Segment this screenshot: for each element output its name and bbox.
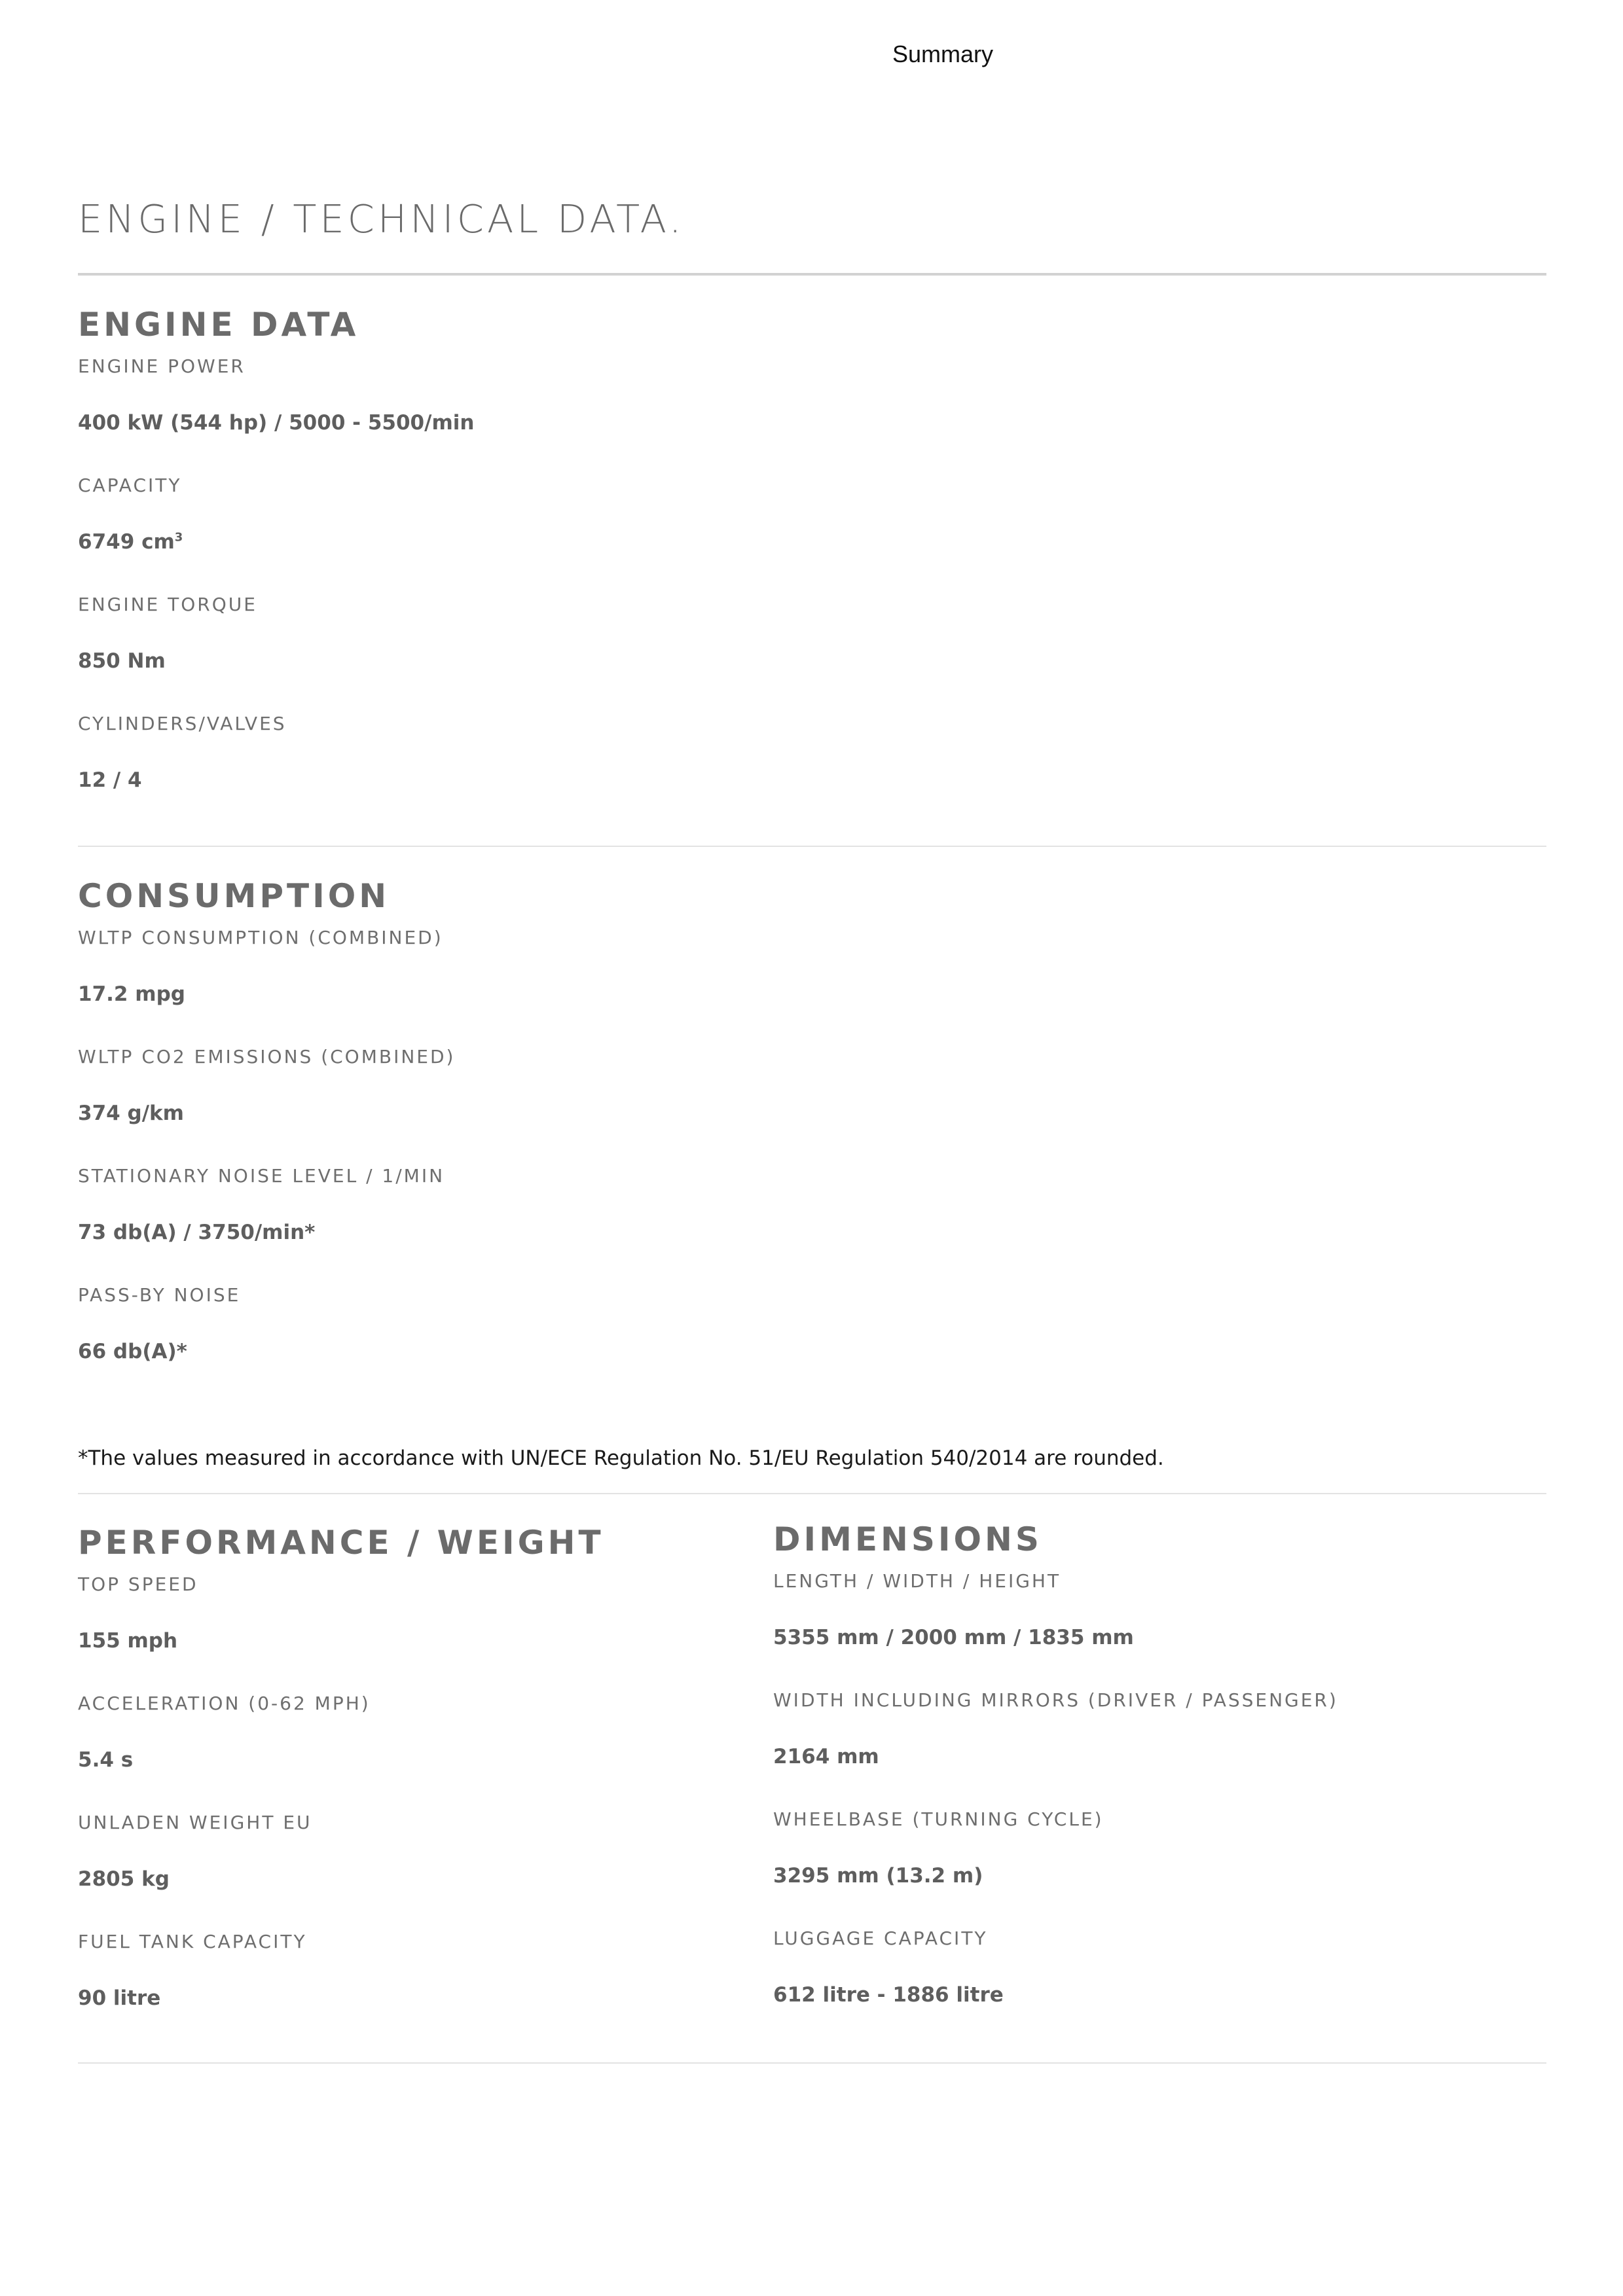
spec-value: 12 / 4 bbox=[78, 768, 142, 792]
spec-value: 2805 kg bbox=[78, 1867, 170, 1891]
footnote: *The values measured in accordance with UN/ECE Regulation No. 51/EU Regulation 540/2014 are rounded. bbox=[78, 1446, 1164, 1470]
spec-wheelbase bbox=[773, 1806, 1338, 1926]
spec-value: 3295 mm (13.2 m) bbox=[773, 1864, 983, 1888]
section-divider bbox=[78, 1493, 1546, 1494]
spec-engine-power bbox=[78, 353, 474, 473]
spec-label: TOP SPEED bbox=[78, 1573, 198, 1595]
spec-wltp-co2 bbox=[78, 1044, 455, 1163]
spec-value: 90 litre bbox=[78, 1986, 161, 2010]
spec-top-speed bbox=[78, 1571, 604, 1691]
spec-label: UNLADEN WEIGHT EU bbox=[78, 1812, 312, 1833]
spec-label: ENGINE TORQUE bbox=[78, 594, 257, 615]
spec-label: LUGGAGE CAPACITY bbox=[773, 1928, 988, 1949]
spec-value: 612 litre - 1886 litre bbox=[773, 1983, 1004, 2007]
section-engine-data bbox=[78, 305, 474, 830]
spec-value: 155 mph bbox=[78, 1629, 178, 1653]
section-divider bbox=[78, 846, 1546, 847]
spec-capacity bbox=[78, 473, 474, 592]
page-title: ENGINE / TECHNICAL DATA. bbox=[78, 196, 685, 242]
spec-label: WLTP CONSUMPTION (COMBINED) bbox=[78, 927, 443, 948]
spec-label: STATIONARY NOISE LEVEL / 1/MIN bbox=[78, 1165, 445, 1187]
superscript: 3 bbox=[174, 530, 183, 545]
header-summary: Summary bbox=[892, 41, 994, 67]
spec-label: CAPACITY bbox=[78, 475, 182, 496]
spec-value: 17.2 mpg bbox=[78, 982, 185, 1006]
section-consumption bbox=[78, 876, 455, 1401]
spec-value: 73 db(A) / 3750/min* bbox=[78, 1221, 316, 1244]
spec-label: WLTP CO2 EMISSIONS (COMBINED) bbox=[78, 1046, 456, 1067]
spec-label: PASS-BY NOISE bbox=[78, 1284, 241, 1306]
spec-length-width-height bbox=[773, 1568, 1338, 1687]
spec-label: WHEELBASE (TURNING CYCLE) bbox=[773, 1808, 1104, 1830]
section-dimensions bbox=[773, 1520, 1338, 2045]
spec-value: 850 Nm bbox=[78, 649, 166, 673]
section-title-dimensions: DIMENSIONS bbox=[773, 1520, 1042, 1558]
section-performance-weight bbox=[78, 1523, 604, 2048]
section-divider bbox=[78, 2062, 1546, 2064]
section-title-consumption: CONSUMPTION bbox=[78, 877, 390, 915]
spec-value: 400 kW (544 hp) / 5000 - 5500/min bbox=[78, 411, 475, 435]
spec-value: 374 g/km bbox=[78, 1102, 184, 1125]
section-title-engine-data: ENGINE DATA bbox=[78, 306, 359, 344]
spec-stationary-noise bbox=[78, 1163, 455, 1282]
spec-label: ACCELERATION (0-62 MPH) bbox=[78, 1693, 371, 1714]
spec-acceleration bbox=[78, 1691, 604, 1810]
spec-unladen-weight bbox=[78, 1810, 604, 1929]
spec-value-text: 6749 cm bbox=[78, 530, 175, 554]
spec-cylinders-valves bbox=[78, 711, 474, 830]
spec-width-mirrors bbox=[773, 1687, 1338, 1806]
spec-value: 5.4 s bbox=[78, 1748, 134, 1772]
spec-luggage-capacity bbox=[773, 1926, 1338, 2045]
spec-label: CYLINDERS/VALVES bbox=[78, 713, 287, 734]
spec-label: FUEL TANK CAPACITY bbox=[78, 1931, 307, 1952]
spec-value bbox=[78, 529, 474, 555]
spec-wltp-consumption bbox=[78, 925, 455, 1044]
spec-pass-by-noise bbox=[78, 1282, 455, 1401]
spec-engine-torque bbox=[78, 592, 474, 711]
spec-value: 5355 mm / 2000 mm / 1835 mm bbox=[773, 1626, 1134, 1649]
spec-label: WIDTH INCLUDING MIRRORS (DRIVER / PASSENGER) bbox=[773, 1689, 1338, 1711]
spec-label: ENGINE POWER bbox=[78, 355, 246, 377]
spec-fuel-tank bbox=[78, 1929, 604, 2048]
spec-label: LENGTH / WIDTH / HEIGHT bbox=[773, 1570, 1061, 1592]
spec-value: 66 db(A)* bbox=[78, 1340, 187, 1363]
section-title-performance-weight: PERFORMANCE / WEIGHT bbox=[78, 1524, 604, 1562]
spec-value: 2164 mm bbox=[773, 1745, 879, 1768]
title-divider bbox=[78, 273, 1546, 276]
